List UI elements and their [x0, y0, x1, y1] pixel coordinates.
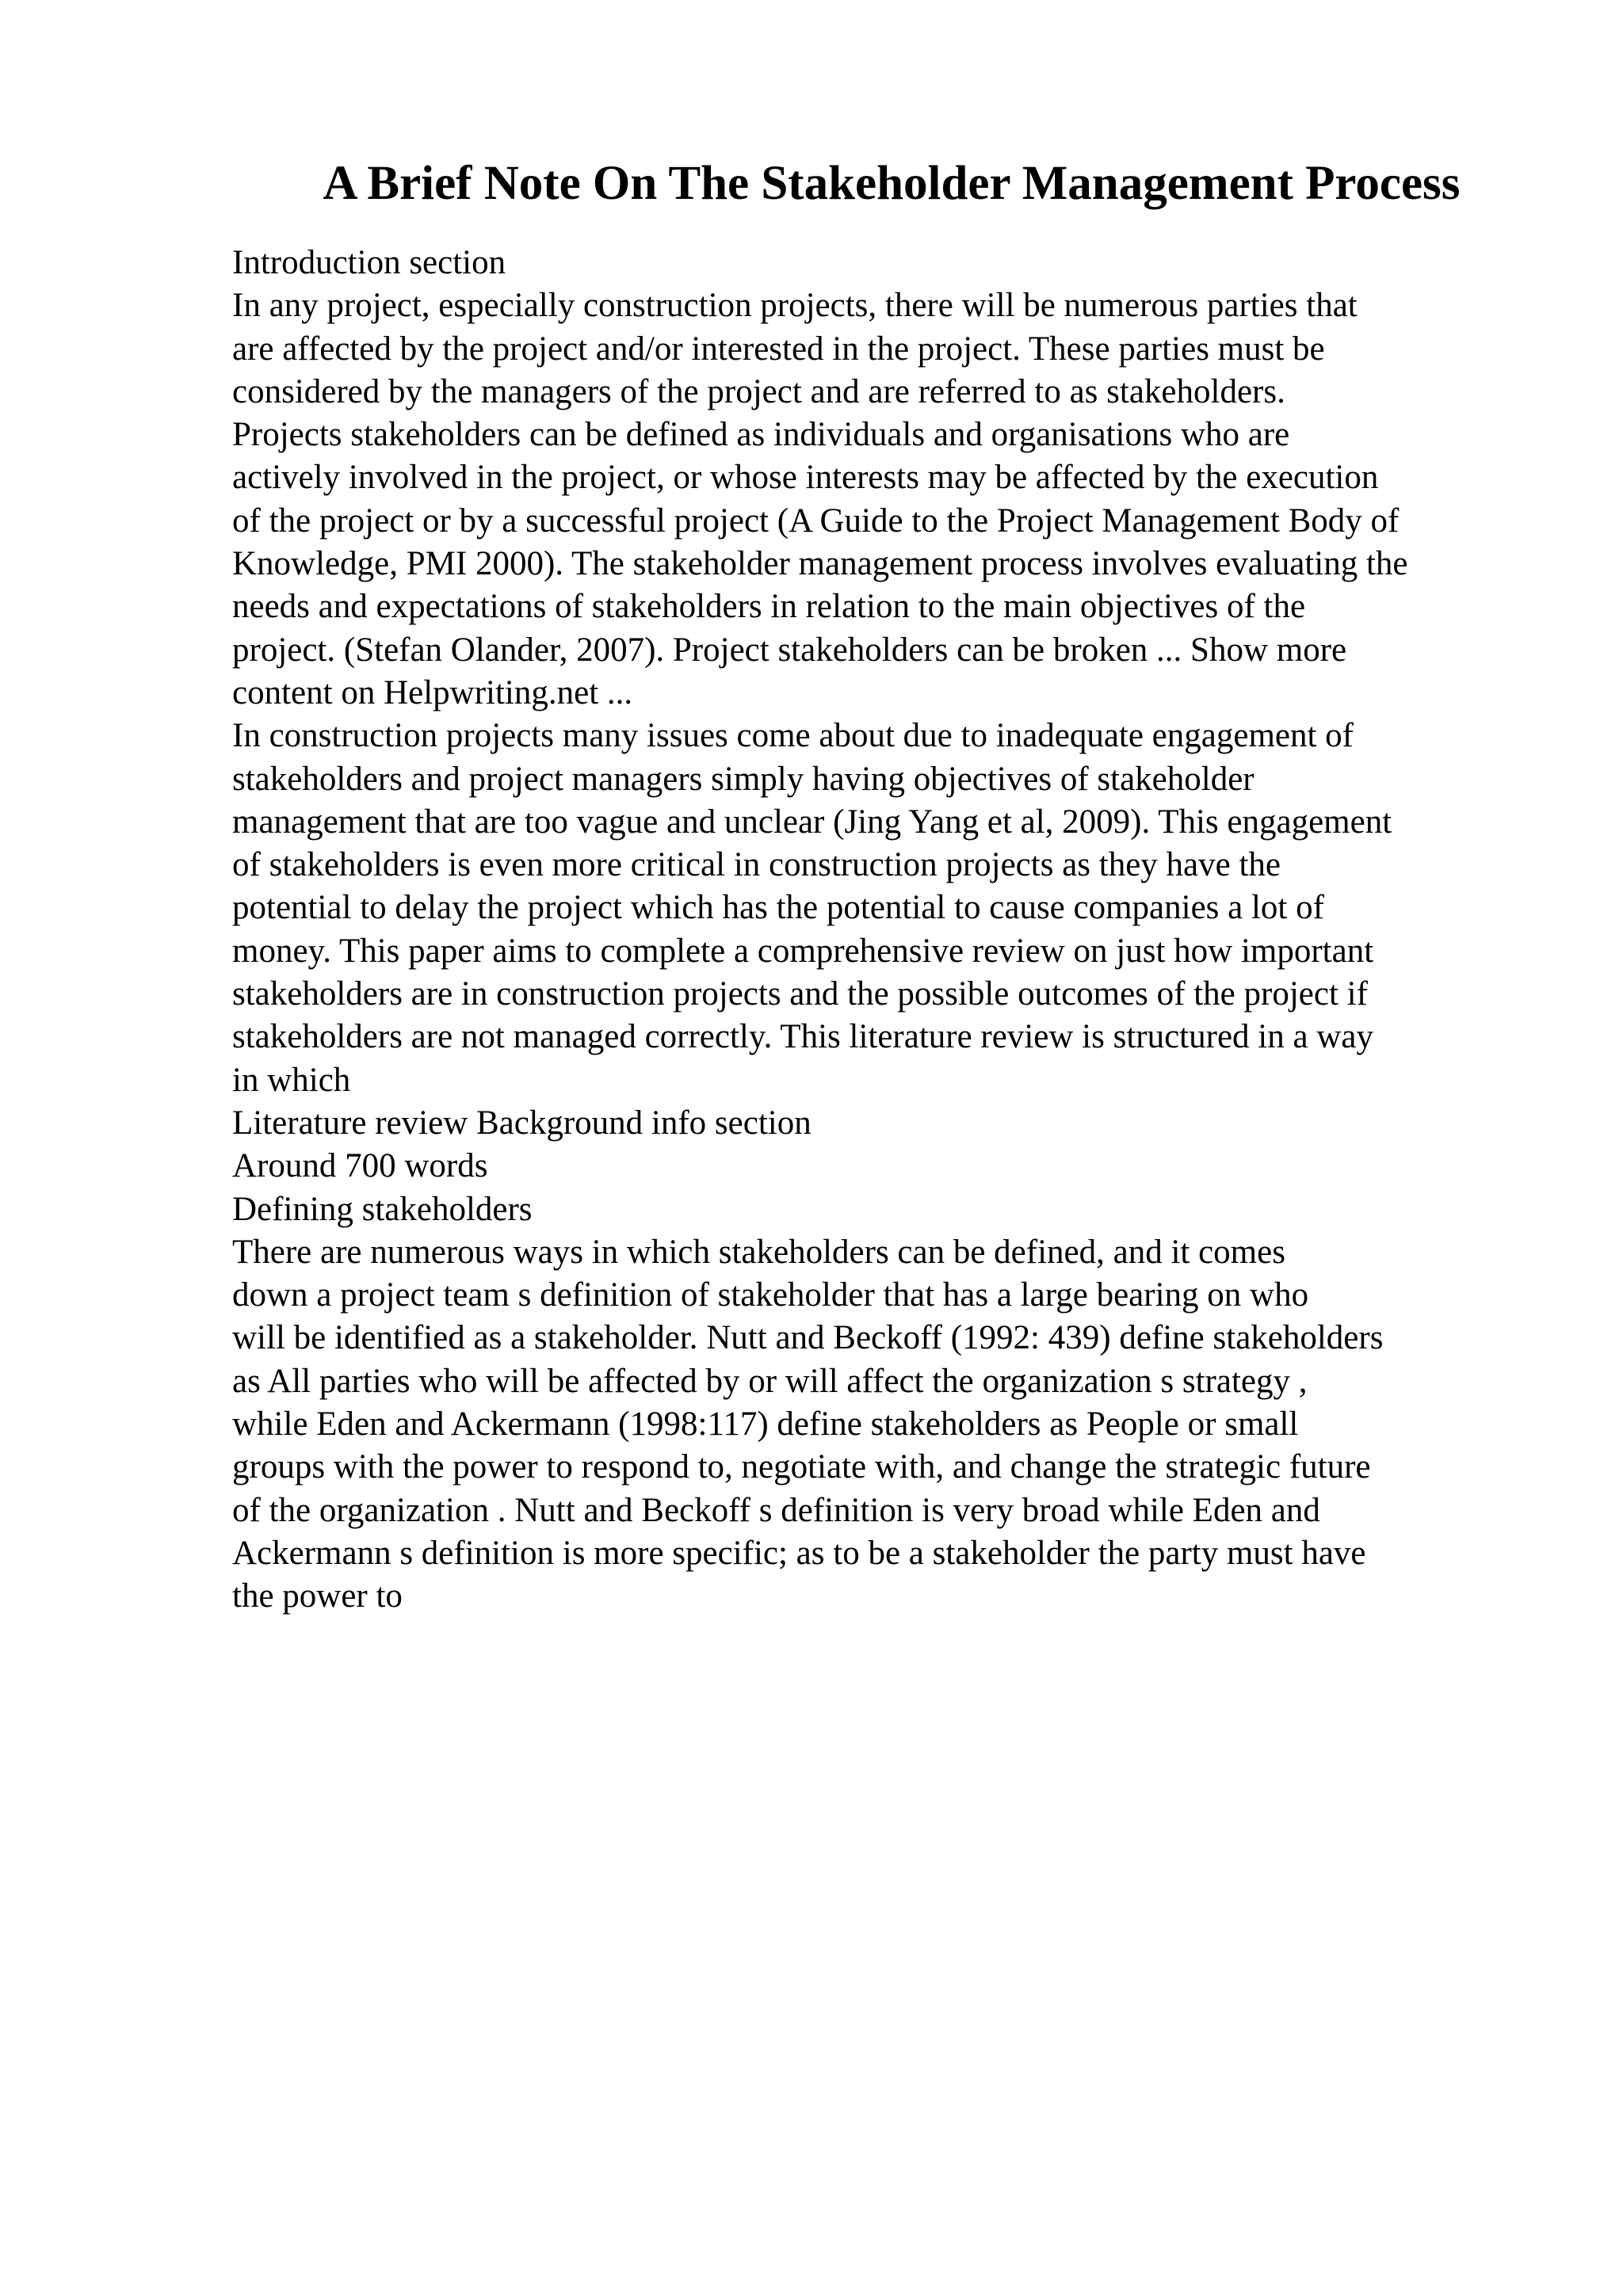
text-line: while Eden and Ackermann (1998:117) define stakeholders as People or small — [232, 1405, 1299, 1444]
text-line: Knowledge, PMI 2000). The stakeholder management process involves evaluating the — [232, 545, 1408, 583]
text-line: Defining stakeholders — [232, 1190, 533, 1228]
document-body — [232, 242, 1548, 1619]
text-line: of the organization . Nutt and Beckoff s definition is very broad while Eden and — [232, 1491, 1320, 1529]
text-line: In any project, especially construction projects, there will be numerous parties that — [232, 287, 1358, 325]
text-line: considered by the managers of the project and are referred to as stakeholders. — [232, 372, 1285, 410]
text-line: stakeholders are in construction projects and the possible outcomes of the project if — [232, 975, 1368, 1013]
text-line: of stakeholders is even more critical in construction projects as they have the — [232, 846, 1281, 884]
text-line: Introduction section — [232, 244, 506, 281]
text-line: actively involved in the project, or whose interests may be affected by the execution — [232, 459, 1379, 497]
text-line: There are numerous ways in which stakeholders can be defined, and it comes — [232, 1233, 1285, 1271]
text-line: groups with the power to respond to, negotiate with, and change the strategic future — [232, 1448, 1371, 1486]
text-line: management that are too vague and unclear (Jing Yang et al, 2009). This engagement — [232, 803, 1392, 841]
text-line: of the project or by a successful project (A Guide to the Project Management Body of — [232, 502, 1400, 540]
text-line: Ackermann s definition is more specific; as to be a stakeholder the party must have — [232, 1534, 1366, 1572]
text-line: needs and expectations of stakeholders in relation to the main objectives of the — [232, 588, 1306, 626]
text-line: project. (Stefan Olander, 2007). Project stakeholders can be broken ... Show more — [232, 631, 1347, 669]
text-line: the power to — [232, 1577, 403, 1615]
text-line: are affected by the project and/or interested in the project. These parties must be — [232, 330, 1325, 368]
text-line: money. This paper aims to complete a comprehensive review on just how important — [232, 932, 1374, 970]
text-line: content on Helpwriting.net ... — [232, 673, 633, 711]
text-line: in which — [232, 1061, 351, 1099]
document-title: A Brief Note On The Stakeholder Management Process — [323, 157, 1461, 210]
text-line: down a project team s definition of stakeholder that has a large bearing on who — [232, 1276, 1309, 1314]
text-line: In construction projects many issues come about due to inadequate engagement of — [232, 717, 1354, 755]
text-line: will be identified as a stakeholder. Nutt and Beckoff (1992: 439) define stakeholders — [232, 1319, 1384, 1357]
text-line: Projects stakeholders can be defined as individuals and organisations who are — [232, 416, 1290, 454]
text-line: as All parties who will be affected by or will affect the organization s strategy , — [232, 1362, 1308, 1400]
text-line: potential to delay the project which has the potential to cause companies a lot of — [232, 889, 1324, 927]
text-line: Around 700 words — [232, 1147, 488, 1185]
text-line: stakeholders and project managers simply having objectives of stakeholder — [232, 760, 1254, 798]
text-line: Literature review Background info section — [232, 1104, 812, 1142]
text-line: stakeholders are not managed correctly. This literature review is structured in a way — [232, 1018, 1373, 1056]
